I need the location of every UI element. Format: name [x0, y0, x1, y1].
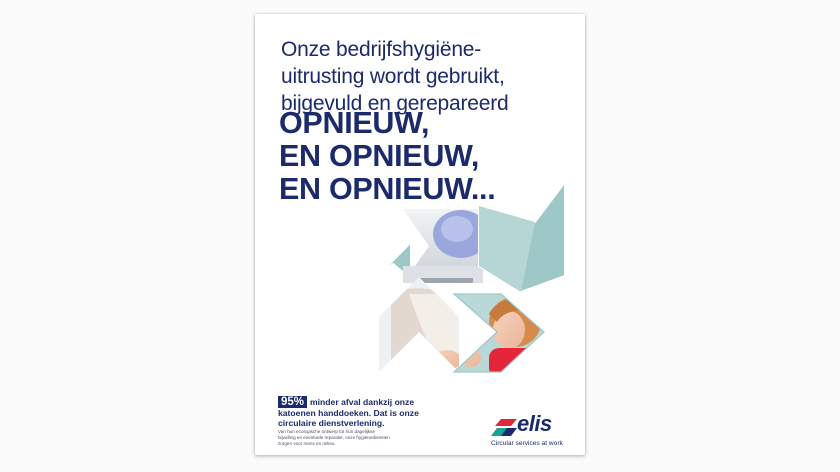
stat-line-1: minder afval dankzij onze: [310, 397, 415, 407]
small-print: [278, 429, 448, 447]
small-line-3: zorgen voor mens en milieu.: [278, 441, 336, 446]
logo-text: elis: [517, 411, 552, 436]
shout-line-1: OPNIEUW,: [279, 106, 430, 140]
poster: [255, 14, 585, 455]
stat-line-3: circulaire dienstverlening.: [278, 418, 385, 428]
dispenser-image: [403, 209, 489, 283]
towel-image: [369, 272, 469, 382]
small-line-1: Van hun ecologische ontwerp tot hun dagelijkse: [278, 429, 375, 434]
shout-line-3: EN OPNIEUW...: [279, 172, 496, 206]
chevron-collage-icon: [369, 182, 569, 382]
headline-line-3: bijgevuld en gerepareerd: [281, 92, 509, 115]
shout-line-2: EN OPNIEUW,: [279, 139, 480, 173]
elis-logo-mark-icon: [491, 417, 519, 439]
headline: [281, 36, 571, 117]
logo-tagline: Circular services at work: [491, 440, 563, 447]
small-line-2: bijvulling en eventuele reparatie, onze hygiënediensten: [278, 435, 390, 440]
headline-line-1: Onze bedrijfshygiëne-: [281, 38, 482, 61]
stat-block: [278, 396, 458, 428]
elis-logo: [491, 411, 571, 451]
stat-badge: 95%: [278, 396, 307, 408]
stat-line-2: katoenen handdoeken. Dat is onze: [278, 408, 419, 418]
headline-line-2: uitrusting wordt gebruikt,: [281, 65, 505, 88]
